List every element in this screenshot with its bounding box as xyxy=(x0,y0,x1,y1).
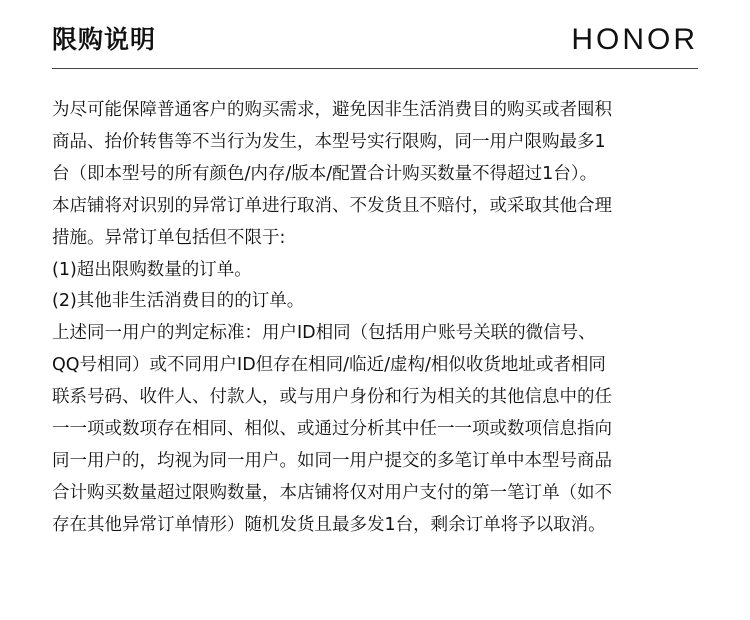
text-line: 联系号码、收件人、付款人，或与用户身份和行为相关的其他信息中的任 xyxy=(52,387,612,408)
text-line: QQ号相同）或不同用户ID但存在相同/临近/虚构/相似收货地址或者相同 xyxy=(52,355,606,376)
text-line: 一一项或数项存在相同、相似、或通过分析其中任一一项或数项信息指向 xyxy=(52,419,612,440)
text-line: 措施。异常订单包括但不限于: xyxy=(52,227,286,248)
text-line: (1)超出限购数量的订单。 xyxy=(52,259,252,280)
text-line: (2)其他非生活消费目的的订单。 xyxy=(52,291,305,312)
page-header xyxy=(0,0,750,70)
text-line: 同一用户的，均视为同一用户。如同一用户提交的多笔订单中本型号商品 xyxy=(52,450,612,471)
text-line: 上述同一用户的判定标准：用户ID相同（包括用户账号关联的微信号、 xyxy=(52,323,596,344)
page-title: 限购说明 xyxy=(52,25,157,54)
header-divider xyxy=(52,68,698,69)
purchase-limit-text xyxy=(52,95,702,542)
text-line: 商品、抬价转售等不当行为发生，本型号实行限购，同一用户限购最多1 xyxy=(52,131,606,152)
text-line: 台（即本型号的所有颜色/内存/版本/配置合计购买数量不得超过1台）。 xyxy=(52,163,598,184)
text-line: 存在其他异常订单情形）随机发货且最多发1台，剩余订单将予以取消。 xyxy=(52,514,606,535)
honor-logo: HONOR xyxy=(571,23,698,56)
text-line: 本店铺将对识别的异常订单进行取消、不发货且不赔付，或采取其他合理 xyxy=(52,195,612,216)
text-line: 为尽可能保障普通客户的购买需求，避免因非生活消费目的购买或者囤积 xyxy=(52,100,612,120)
text-line: 合计购买数量超过限购数量，本店铺将仅对用户支付的第一笔订单（如不 xyxy=(52,482,612,503)
